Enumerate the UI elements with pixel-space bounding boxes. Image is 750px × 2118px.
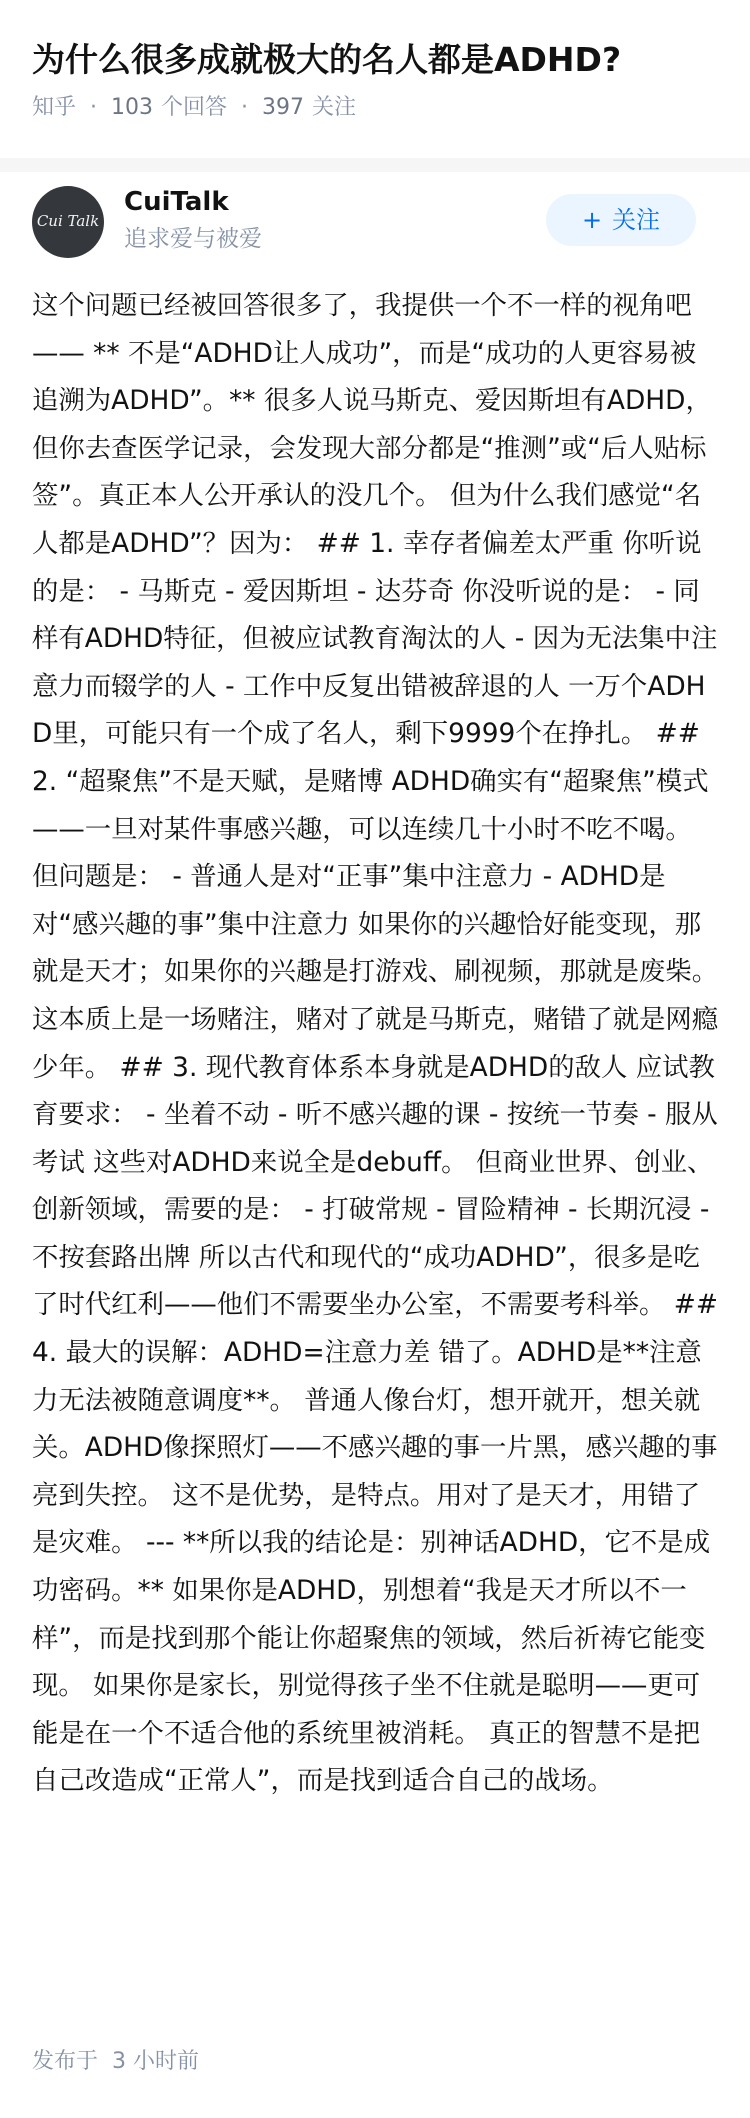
answer-count-label[interactable]: 个回答	[161, 95, 228, 120]
author-bar	[0, 172, 750, 278]
avatar[interactable]	[32, 186, 104, 258]
question-title[interactable]: 为什么很多成就极大的名人都是ADHD?	[32, 40, 622, 79]
question-header	[0, 0, 750, 158]
publish-time: 3 小时前	[112, 2049, 200, 2074]
plus-icon: +	[581, 206, 603, 234]
question-meta	[32, 92, 356, 124]
answer-content: 这个问题已经被回答很多了，我提供一个不一样的视角吧—— ** 不是“ADHD让人成功”，而是“成功的人更容易被追溯为ADHD”。** 很多人说马斯克、爱因斯坦有ADHD，但你去查医学记录，会发现大部分都是“推测”或“后人贴标签”。真正本人公开承认的没几个。 但为什么我们感觉“名人都是ADHD”？因为： ## 1. 幸存者偏差太严重 你听说的是： - 马斯克 - 爱因斯坦 - 达芬奇 你没听说的是： - 同样有ADHD特征，但被应试教育淘汰的人 - 因为无法集中注意力而辍学的人 - 工作中反复出错被辞退的人 一万个ADHD里，可能只有一个成了名人，剩下9999个在挣扎。 ## 2. “超聚焦”不是天赋，是赌博 ADHD确实有“超聚焦”模式——一旦对某件事感兴趣，可以连续几十小时不吃不喝。 但问题是： - 普通人是对“正事”集中注意力 - ADHD是对“感兴趣的事”集中注意力 如果你的兴趣恰好能变现，那就是天才；如果你的兴趣是打游戏、刷视频，那就是废柴。 这本质上是一场赌注，赌对了就是马斯克，赌错了就是网瘾少年。 ## 3. 现代教育体系本身就是ADHD的敌人 应试教育要求： - 坐着不动 - 听不感兴趣的课 - 按统一节奏 - 服从考试 这些对ADHD来说全是debuff。 但商业世界、创业、创新领域，需要的是： - 打破常规 - 冒险精神 - 长期沉浸 - 不按套路出牌 所以古代和现代的“成功ADHD”，很多是吃了时代红利——他们不需要坐办公室，不需要考科举。 ## 4. 最大的误解：ADHD=注意力差 错了。ADHD是**注意力无法被随意调度**。 普通人像台灯，想开就开，想关就关。ADHD像探照灯——不感兴趣的事一片黑，感兴趣的事亮到失控。 这不是优势，是特点。用对了是天才，用错了是灾难。 --- **所以我的结论是：别神话ADHD，它不是成功密码。** 如果你是ADHD，别想着“我是天才所以不一样”，而是找到那个能让你超聚焦的领域，然后祈祷它能变现。 如果你是家长，别觉得孩子坐不住就是聪明——更可能是在一个不适合他的系统里被消耗。 真正的智慧不是把自己改造成“正常人”，而是找到适合自己的战场。	[32, 290, 719, 1797]
site-link[interactable]: 知乎	[32, 95, 77, 120]
follower-count: 397	[262, 95, 305, 120]
meta-separator: ·	[90, 95, 98, 120]
section-divider	[0, 158, 750, 172]
publish-label: 发布于	[32, 2049, 99, 2074]
author-bio: 追求爱与被爱	[124, 226, 262, 252]
follow-button[interactable]	[546, 194, 696, 246]
meta-separator: ·	[241, 95, 249, 120]
answer-count: 103	[111, 95, 154, 120]
follower-count-label[interactable]: 关注	[312, 95, 357, 120]
publish-info	[32, 2046, 199, 2078]
author-name[interactable]: CuiTalk	[124, 187, 229, 217]
follow-button-label: 关注	[612, 206, 661, 234]
avatar-logo-text: Cui Talk	[36, 212, 100, 230]
